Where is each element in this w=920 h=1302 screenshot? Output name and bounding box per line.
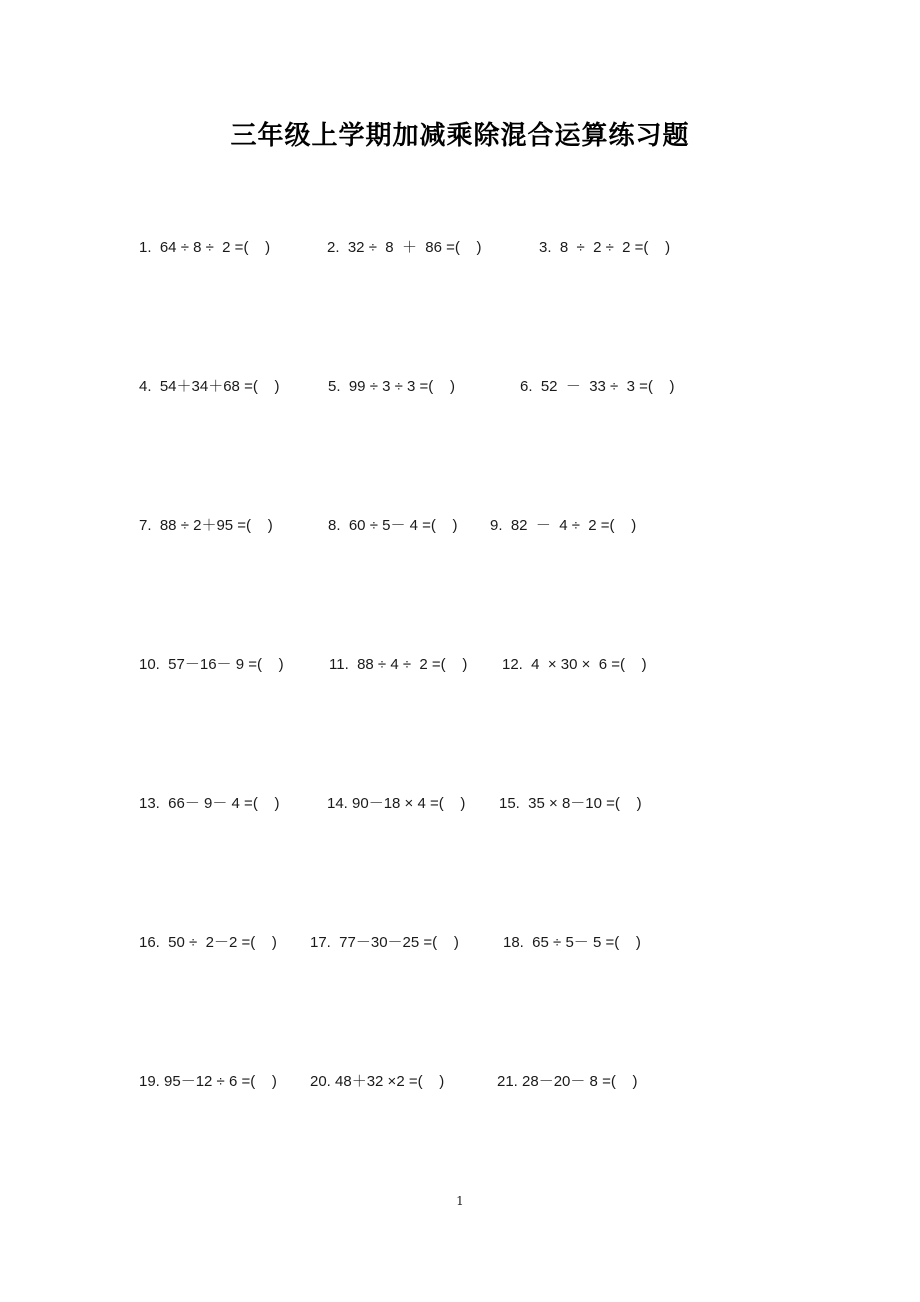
problem-19: 19. 95－12 ÷ 6 =( ): [139, 1073, 277, 1090]
page-number: 1: [456, 1194, 464, 1208]
problem-4: 4. 54＋34＋68 =( ): [139, 378, 280, 395]
problem-18: 18. 65 ÷ 5－ 5 =( ): [503, 934, 641, 951]
problem-17: 17. 77－30－25 =( ): [310, 934, 459, 951]
problem-11: 11. 88 ÷ 4 ÷ 2 =( ): [329, 656, 468, 673]
problem-20: 20. 48＋32 ×2 =( ): [310, 1073, 445, 1090]
problem-1: 1. 64 ÷ 8 ÷ 2 =( ): [139, 239, 271, 256]
problem-7: 7. 88 ÷ 2＋95 =( ): [139, 517, 273, 534]
problem-2: 2. 32 ÷ 8 ＋ 86 =( ): [327, 239, 482, 256]
problem-8: 8. 60 ÷ 5－ 4 =( ): [328, 517, 458, 534]
worksheet-title: 三年级上学期加减乘除混合运算练习题: [230, 121, 690, 151]
problem-12: 12. 4 × 30 × 6 =( ): [502, 656, 647, 673]
problem-3: 3. 8 ÷ 2 ÷ 2 =( ): [539, 239, 671, 256]
problem-5: 5. 99 ÷ 3 ÷ 3 =( ): [328, 378, 455, 395]
problem-9: 9. 82 － 4 ÷ 2 =( ): [490, 517, 637, 534]
problem-13: 13. 66－ 9－ 4 =( ): [139, 795, 280, 812]
problem-14: 14. 90－18 × 4 =( ): [327, 795, 466, 812]
problem-10: 10. 57－16－ 9 =( ): [139, 656, 284, 673]
problem-16: 16. 50 ÷ 2－2 =( ): [139, 934, 277, 951]
problem-15: 15. 35 × 8－10 =( ): [499, 795, 642, 812]
problem-6: 6. 52 － 33 ÷ 3 =( ): [520, 378, 675, 395]
problem-21: 21. 28－20－ 8 =( ): [497, 1073, 638, 1090]
